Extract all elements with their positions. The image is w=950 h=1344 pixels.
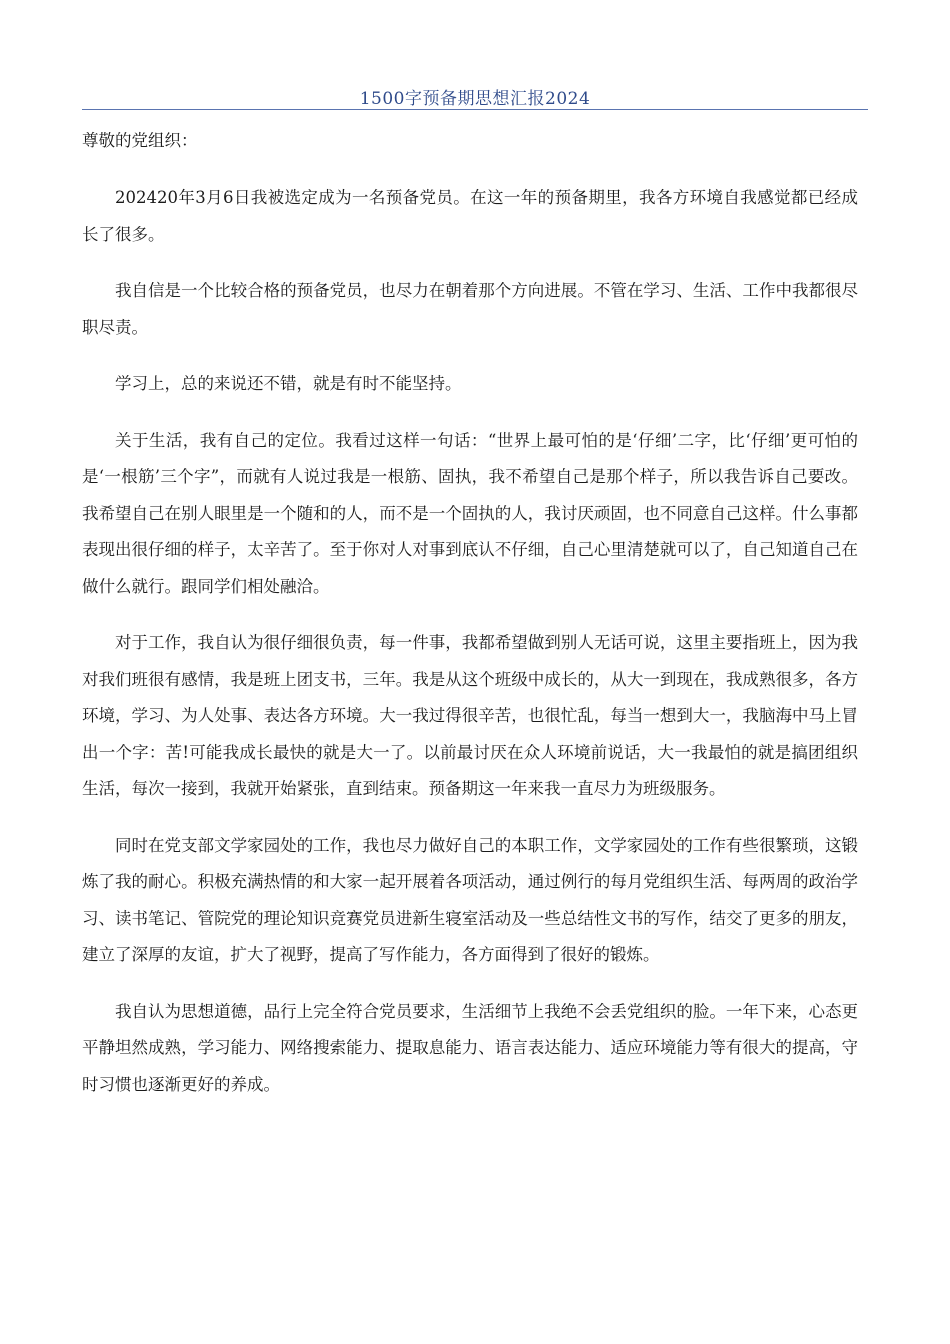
paragraph-5: 对于工作，我自认为很仔细很负责，每一件事，我都希望做到别人无话可说，这里主要指班上，因为我对我们班很有感情，我是班上团支书，三年。我是从这个班级中成长的，从大一到现在，我成熟很多，各方环境，学习、为人处事、表达各方环境。大一我过得很辛苦，也很忙乱，每当一想到大一，我脑海中马上冒出一个字：苦!可能我成长最快的就是大一了。以前最讨厌在众人环境前说话，大一我最怕的就是搞团组织生活，每次一接到，我就开始紧张，直到结束。预备期这一年来我一直尽力为班级服务。 (82, 633, 858, 798)
paragraph-6: 同时在党支部文学家园处的工作，我也尽力做好自己的本职工作，文学家园处的工作有些很繁琐，这锻炼了我的耐心。积极充满热情的和大家一起开展着各项活动，通过例行的每月党组织生活、每两周的政治学习、读书笔记、管院党的理论知识竞赛党员进新生寝室活动及一些总结性文书的写作，结交了更多的朋友，建立了深厚的友谊，扩大了视野，提高了写作能力，各方面得到了很好的锻炼。 (82, 835, 858, 964)
paragraph-3: 学习上，总的来说还不错，就是有时不能坚持。 (115, 374, 462, 393)
salutation: 尊敬的党组织： (82, 131, 198, 150)
title-divider (82, 109, 868, 110)
paragraph-2: 我自信是一个比较合格的预备党员，也尽力在朝着那个方向进展。不管在学习、生活、工作中我都很尽职尽责。 (82, 281, 858, 337)
paragraph-7: 我自认为思想道德，品行上完全符合党员要求，生活细节上我绝不会丢党组织的脸。一年下来，心态更平静坦然成熟，学习能力、网络搜索能力、提取息能力、语言表达能力、适应环境能力等有很大的提高，守时习惯也逐渐更好的养成。 (82, 1001, 858, 1094)
paragraph-4: 关于生活，我有自己的定位。我看过这样一句话：“世界上最可怕的是‘仔细’二字，比‘仔细’更可怕的是‘一根筋’三个字”，而就有人说过我是一根筋、固执，我不希望自己是那个样子，所以我告诉自己要改。我希望自己在别人眼里是一个随和的人，而不是一个固执的人，我讨厌顽固，也不同意自己这样。什么事都表现出很仔细的样子，太辛苦了。至于你对人对事到底认不仔细，自己心里清楚就可以了，自己知道自己在做什么就行。跟同学们相处融洽。 (82, 430, 858, 596)
document-body (82, 124, 858, 1123)
paragraph-1: 202420年3月6日我被选定成为一名预备党员。在这一年的预备期里，我各方环境自我感觉都已经成长了很多。 (82, 188, 858, 244)
document-title: 1500字预备期思想汇报2024 (359, 89, 591, 109)
